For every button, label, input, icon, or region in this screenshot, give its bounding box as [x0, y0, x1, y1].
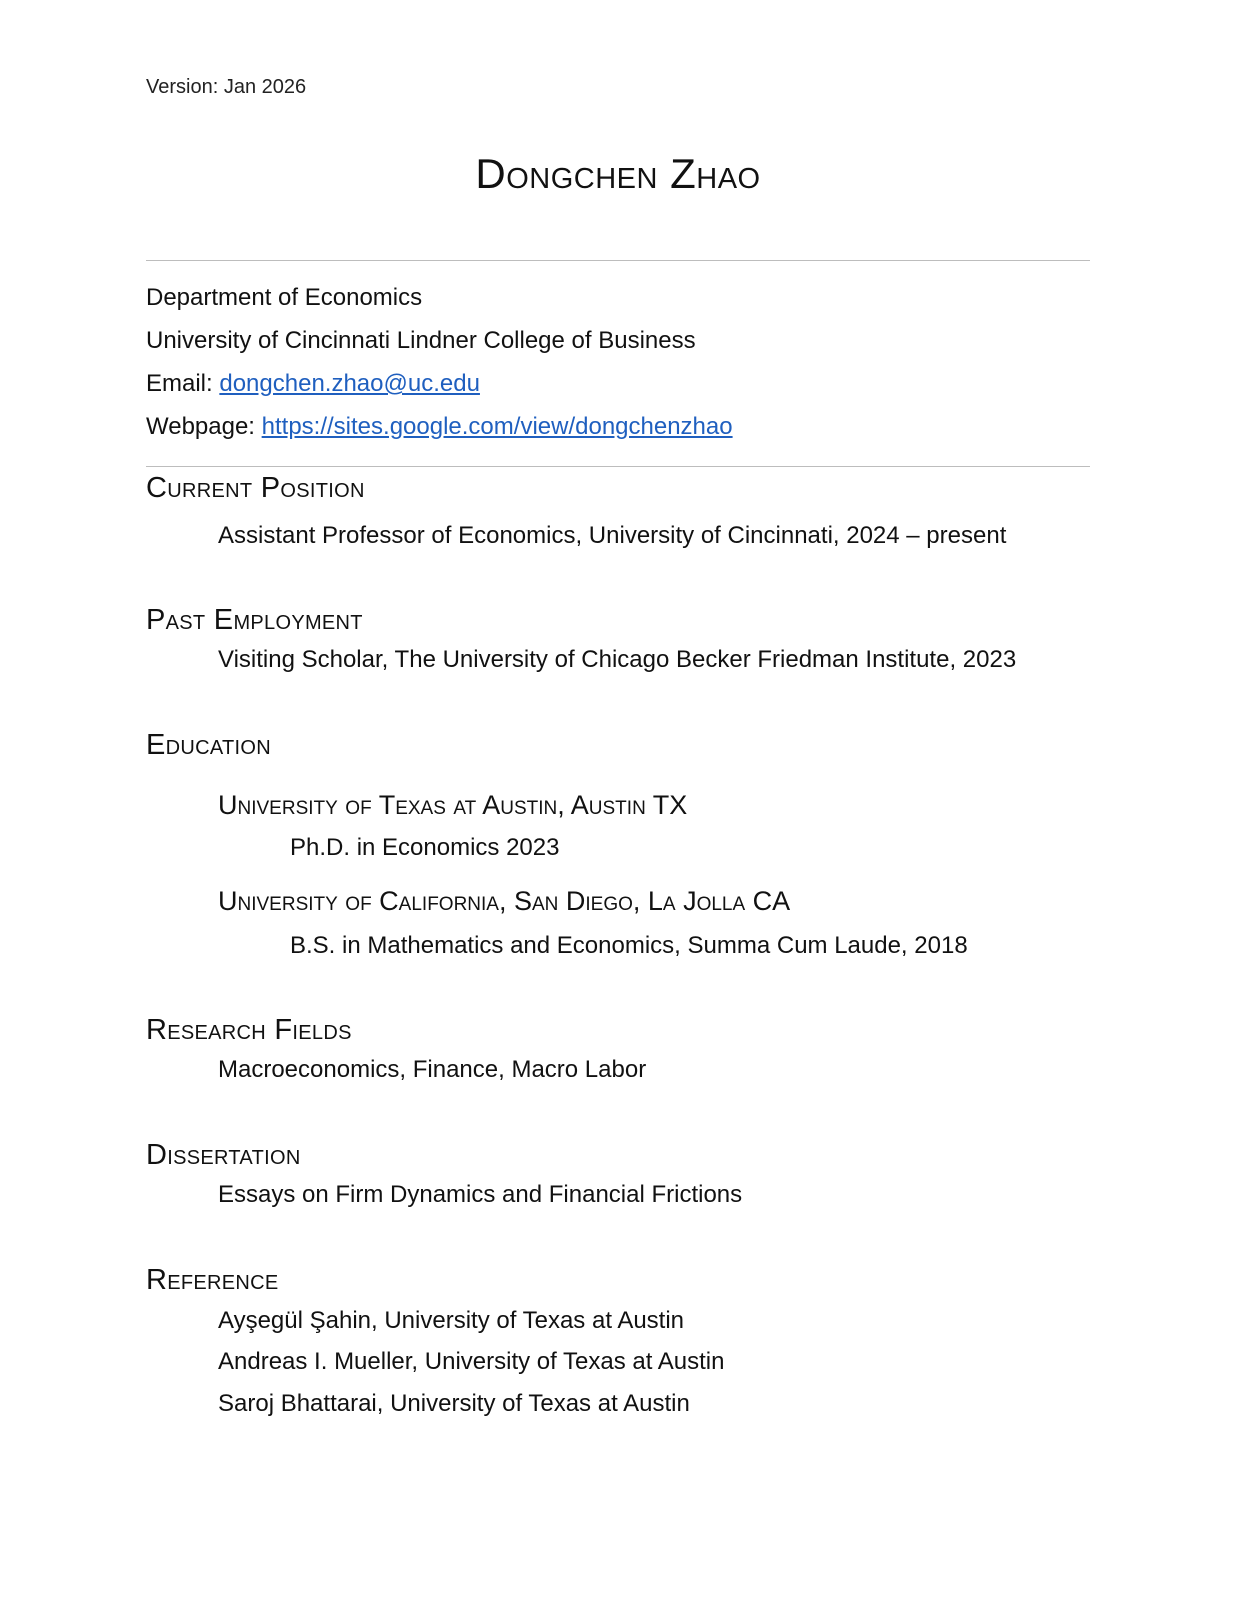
education-degree-bs: B.S. in Mathematics and Economics, Summa Cum Laude, 2018: [290, 932, 968, 959]
current-position-item: Assistant Professor of Economics, University of Cincinnati, 2024 – present: [218, 522, 1007, 549]
reference-item: Ayşegül Şahin, University of Texas at Austin: [218, 1307, 685, 1334]
section-title-education: Education: [146, 729, 272, 761]
email-line: [146, 362, 733, 405]
past-employment-item: Visiting Scholar, The University of Chicago Becker Friedman Institute, 2023: [218, 646, 1017, 673]
reference-item: Andreas I. Mueller, University of Texas at Austin: [218, 1348, 725, 1375]
webpage-line: [146, 405, 733, 448]
divider-top: [146, 260, 1090, 261]
section-title-past-employment: Past Employment: [146, 604, 363, 636]
webpage-label: Webpage:: [146, 413, 262, 440]
section-title-reference: Reference: [146, 1264, 279, 1296]
email-label: Email:: [146, 370, 220, 397]
cv-name-title: Dongchen Zhao: [475, 150, 761, 197]
reference-item: Saroj Bhattarai, University of Texas at Austin: [218, 1390, 690, 1417]
divider-contact: [146, 466, 1090, 467]
version-label: Version: Jan 2026: [146, 76, 307, 98]
education-school-ut-austin: University of Texas at Austin, Austin TX: [218, 790, 688, 820]
education-school-ucsd: University of California, San Diego, La Jolla CA: [218, 886, 791, 916]
dissertation-item: Essays on Firm Dynamics and Financial Frictions: [218, 1181, 743, 1208]
education-degree-phd: Ph.D. in Economics 2023: [290, 834, 560, 861]
section-title-research-fields: Research Fields: [146, 1014, 352, 1046]
contact-block: [146, 276, 733, 448]
section-title-current-position: Current Position: [146, 472, 365, 504]
university-line: University of Cincinnati Lindner College of Business: [146, 327, 696, 354]
department-line: Department of Economics: [146, 284, 423, 311]
research-fields-item: Macroeconomics, Finance, Macro Labor: [218, 1056, 647, 1083]
webpage-link[interactable]: https://sites.google.com/view/dongchenzhao: [261, 413, 733, 440]
email-link[interactable]: dongchen.zhao@uc.edu: [219, 370, 480, 397]
section-title-dissertation: Dissertation: [146, 1139, 301, 1171]
